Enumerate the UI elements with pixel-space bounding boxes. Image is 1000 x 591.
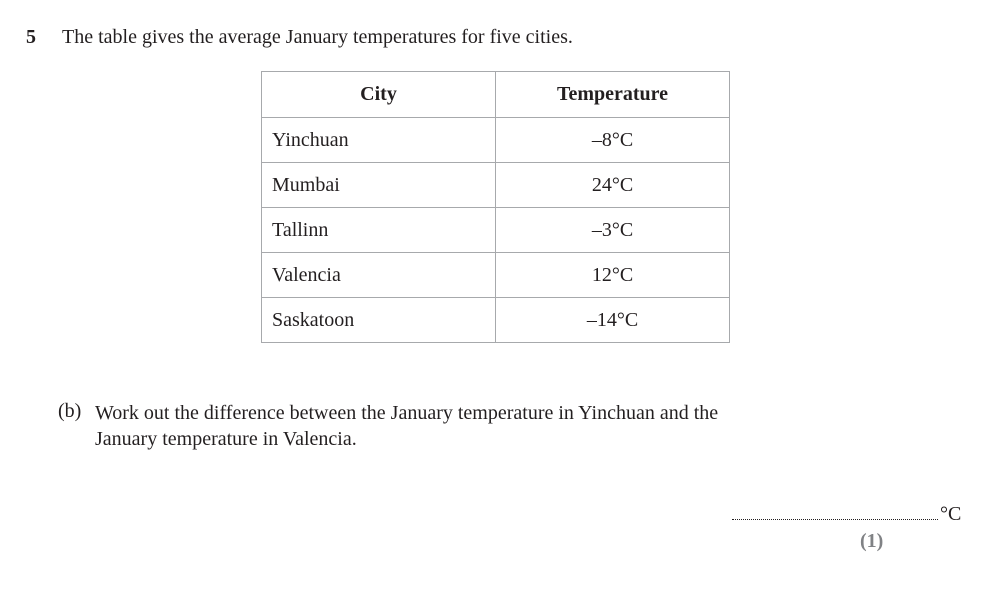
city-cell: Tallinn <box>262 208 496 253</box>
table-header-row <box>262 72 730 118</box>
question-number: 5 <box>26 26 36 48</box>
part-b-text-line1: Work out the difference between the January temperature in Yinchuan and the <box>95 402 719 424</box>
marks-indicator: (1) <box>860 530 884 552</box>
answer-line[interactable] <box>732 519 938 520</box>
temperature-cell: 24°C <box>496 163 730 208</box>
temperature-cell: –14°C <box>496 298 730 343</box>
city-cell: Mumbai <box>262 163 496 208</box>
city-cell: Yinchuan <box>262 118 496 163</box>
header-temperature: Temperature <box>496 72 730 118</box>
temperature-cell: 12°C <box>496 253 730 298</box>
part-b-question <box>95 400 815 452</box>
header-city: City <box>262 72 496 118</box>
table-row <box>262 253 730 298</box>
table-row <box>262 163 730 208</box>
answer-unit: °C <box>940 503 962 525</box>
city-cell: Saskatoon <box>262 298 496 343</box>
temperature-cell: –3°C <box>496 208 730 253</box>
temperature-table <box>261 71 730 343</box>
table-row <box>262 298 730 343</box>
table-row <box>262 208 730 253</box>
part-b-text-line2: January temperature in Valencia. <box>95 428 357 450</box>
part-b-label: (b) <box>58 400 82 422</box>
city-cell: Valencia <box>262 253 496 298</box>
question-text: The table gives the average January temperatures for five cities. <box>62 26 573 48</box>
temperature-cell: –8°C <box>496 118 730 163</box>
table-row <box>262 118 730 163</box>
